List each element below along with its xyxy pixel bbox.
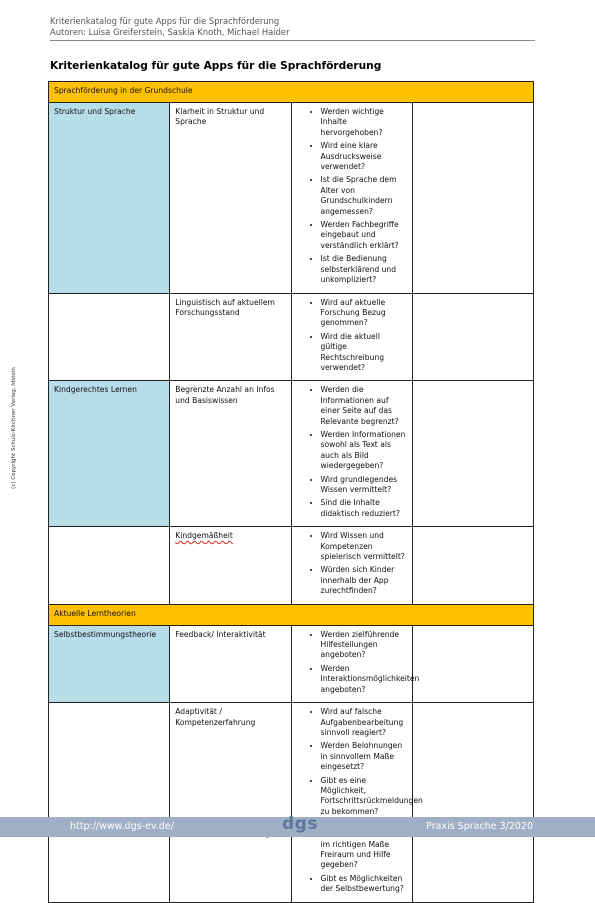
- table-row: [49, 103, 534, 294]
- table-row: [49, 381, 534, 527]
- running-header: [50, 16, 535, 41]
- question-item: • Werden Informationen sowohl als Text als auch als Bild wiedergegeben?: [321, 430, 408, 472]
- question-item: • Wird eine klare Ausdrucksweise verwendet?: [321, 141, 408, 172]
- criterion-cell: Adaptivität / Kompetenzerfahrung: [170, 703, 291, 825]
- question-item: • Wird die aktuell gültige Rechtschreibung verwendet?: [321, 332, 408, 374]
- category-cell: [49, 293, 170, 381]
- spacer-cell: [412, 527, 533, 604]
- question-list: [297, 829, 408, 894]
- section-heading: Sprachförderung in der Grundschule: [49, 82, 534, 103]
- category-cell: Selbstbestimmungstheorie: [49, 625, 170, 702]
- spacer-cell: [412, 703, 533, 825]
- question-item: • Wird grundlegendes Wissen vermittelt?: [321, 475, 408, 496]
- questions-cell: [291, 293, 412, 381]
- criterion-cell: Linguistisch auf aktuellem Forschungsstand: [170, 293, 291, 381]
- question-item: • Werden Interaktionsmöglichkeiten angeboten?: [321, 664, 408, 695]
- category-cell: Struktur und Sprache: [49, 103, 170, 294]
- question-item: • Wird auf falsche Aufgabenbearbeitung sinnvoll reagiert?: [321, 707, 408, 738]
- section-heading: Aktuelle Lerntheorien: [49, 604, 534, 625]
- question-list: [297, 707, 423, 817]
- criteria-table: [48, 81, 534, 903]
- criterion-cell: Klarheit in Struktur und Sprache: [170, 103, 291, 294]
- question-item: • Wird Wissen und Kompetenzen spielerisch vermittelt?: [321, 531, 408, 562]
- copyright-note: (c) Copyright Schulz-Kirchner Verlag, Idstein: [11, 367, 17, 489]
- criterion-cell: Feedback/ Interaktivität: [170, 625, 291, 702]
- dgs-logo: dgs: [282, 814, 318, 834]
- spacer-cell: [412, 625, 533, 702]
- question-list: [297, 629, 420, 695]
- category-cell: Kindgerechtes Lernen: [49, 381, 170, 527]
- questions-cell: [291, 703, 423, 825]
- question-list: [297, 298, 408, 374]
- question-item: • Gibt es Möglichkeiten der Selbstbewertung?: [321, 874, 408, 895]
- question-list: [297, 385, 408, 519]
- question-item: • Werden zielführende Hilfestellungen angeboten?: [321, 630, 408, 661]
- question-item: • Ist die Sprache dem Alter von Grundschulkindern angemessen?: [321, 175, 408, 217]
- category-cell: [49, 703, 170, 825]
- question-item: • Würden sich Kinder innerhalb der App zurechtfinden?: [321, 565, 408, 596]
- section-header-row: [49, 604, 534, 625]
- spacer-cell: [412, 103, 533, 294]
- question-list: [297, 531, 408, 596]
- questions-cell: [291, 625, 420, 702]
- section-header-row: [49, 82, 534, 103]
- question-item: • Werden wichtige Inhalte hervorgehoben?: [321, 107, 408, 138]
- spacer-cell: [412, 293, 533, 381]
- page-footer: [0, 814, 595, 837]
- document-title: Kriterienkatalog für gute Apps für die Sprachförderung: [50, 60, 382, 72]
- category-cell: [49, 527, 170, 604]
- spacer-cell: [412, 381, 533, 527]
- criterion-cell: [170, 527, 291, 604]
- question-item: • Werden Fachbegriffe eingebaut und verständlich erklärt?: [321, 220, 408, 251]
- question-item: • Gibt es eine Möglichkeit, Fortschrittsrückmeldungen zu bekommen?: [321, 776, 408, 818]
- question-list: [297, 107, 408, 286]
- criterion-cell: Begrenzte Anzahl an Infos und Basiswissen: [170, 381, 291, 527]
- question-item: • Werden die Informationen auf einer Seite auf das Relevante begrenzt?: [321, 385, 408, 427]
- question-item: • Werden Belohnungen in sinnvollem Maße eingesetzt?: [321, 741, 408, 772]
- question-item: • Wird auf aktuelle Forschung Bezug genommen?: [321, 298, 408, 329]
- table-row: [49, 625, 534, 702]
- table-row: [49, 703, 534, 825]
- spellcheck-marked-text: Kindgemäßheit: [175, 531, 233, 541]
- header-authors: Autoren: Luisa Greiferstein, Saskia Knoth, Michael Haider: [50, 27, 290, 37]
- header-title: Kriterienkatalog für gute Apps für die Sprachförderung: [50, 16, 280, 26]
- table-row: [49, 293, 534, 381]
- question-item: • im richtigen Maße Freiraum und Hilfe gegeben?: [321, 829, 408, 871]
- question-item: • Ist die Bedienung selbsterklärend und unkompliziert?: [321, 254, 408, 285]
- footer-link[interactable]: http://www.dgs-ev.de/: [70, 821, 174, 832]
- footer-issue: Praxis Sprache 3/2020: [426, 821, 533, 832]
- table-row: [49, 527, 534, 604]
- question-item: • Sind die Inhalte didaktisch reduziert?: [321, 498, 408, 519]
- questions-cell: [291, 527, 412, 604]
- questions-cell: [291, 381, 412, 527]
- questions-cell: [291, 103, 412, 294]
